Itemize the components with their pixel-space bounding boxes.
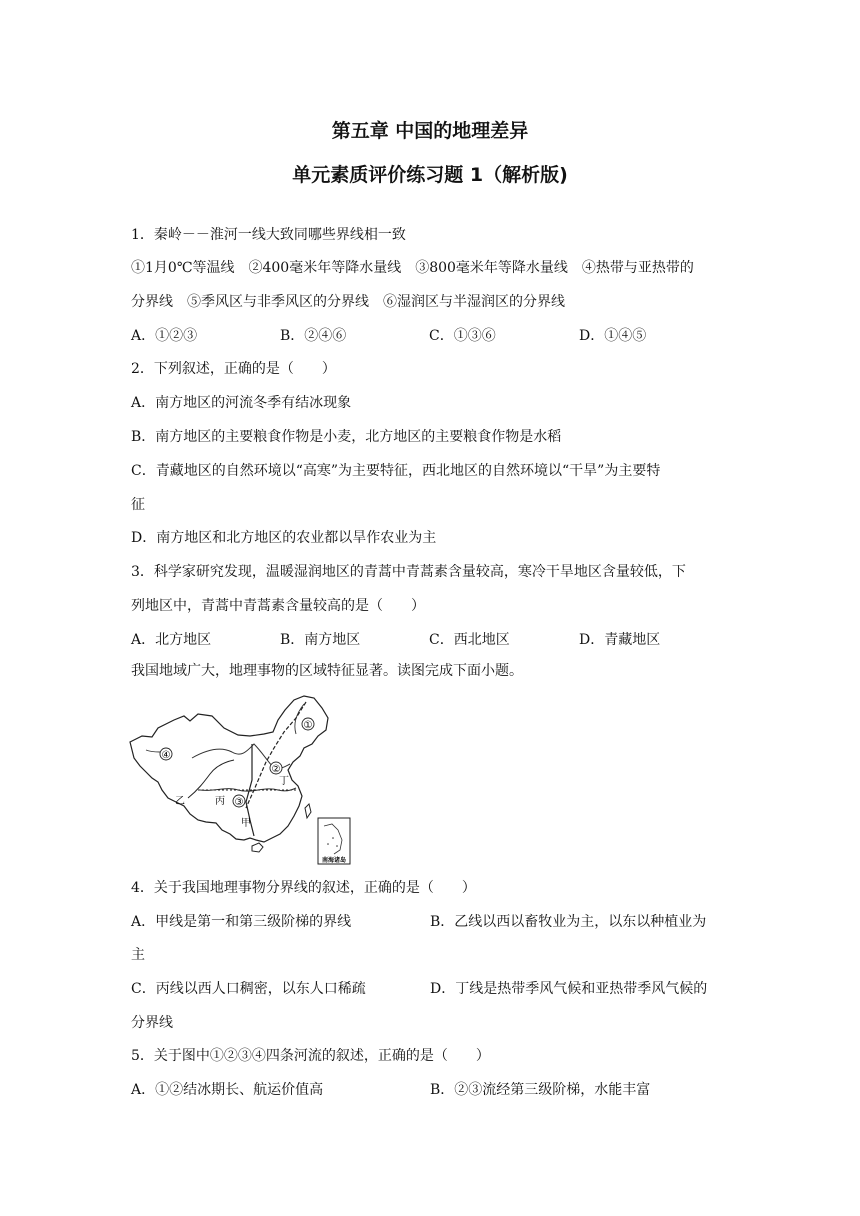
q4-option-a: A．甲线是第一和第三级阶梯的界线 — [131, 914, 352, 930]
map-label-yi: 乙 — [175, 796, 185, 807]
map-label-jia: 甲 — [241, 818, 251, 829]
q1-option-a: A．①②③ — [131, 328, 198, 344]
boundary-line-yi — [246, 702, 306, 808]
q5-stem: 5．关于图中①②③④四条河流的叙述，正确的是（ ） — [131, 1048, 490, 1064]
boundary-line-bing — [188, 760, 234, 798]
map-label-4: ④ — [161, 750, 171, 761]
hainan-island — [252, 843, 263, 852]
map-label-1: ① — [303, 720, 313, 731]
q2-stem: 2．下列叙述，正确的是（ ） — [131, 361, 336, 377]
q5-option-b: B．②③流经第三级阶梯，水能丰富 — [430, 1082, 651, 1098]
q1-option-c: C．①③⑥ — [429, 328, 496, 344]
map-label-3: ③ — [234, 797, 244, 808]
q2-option-c-line1: C．青藏地区的自然环境以“高寒”为主要特征，西北地区的自然环境以“干旱”为主要特 — [131, 463, 661, 479]
q4-option-d-line2: 分界线 — [131, 1015, 173, 1031]
q4-option-b-line1: B．乙线以西以畜牧业为主，以东以种植业为 — [430, 914, 707, 930]
exercise-title: 单元素质评价练习题 1（解析版) — [292, 164, 568, 186]
q1-options — [131, 326, 731, 346]
map-label-ding: 丁 — [279, 776, 289, 787]
q2-option-b: B．南方地区的主要粮食作物是小麦，北方地区的主要粮食作物是水稻 — [131, 429, 562, 445]
q4-option-c: C．丙线以西人口稠密，以东人口稀疏 — [131, 981, 366, 997]
q3-option-d: D．青藏地区 — [579, 632, 661, 648]
china-outline — [130, 696, 328, 842]
q3-line2: 列地区中，青蒿中青蒿素含量较高的是（ ） — [131, 598, 425, 614]
q5-option-a: A．①②结冰期长、航运价值高 — [131, 1082, 324, 1098]
q4-option-d-line1: D．丁线是热带季风气候和亚热带季风气候的 — [430, 981, 708, 997]
q2-option-d: D．南方地区和北方地区的农业都以旱作农业为主 — [131, 530, 437, 546]
q2-option-a: A．南方地区的河流冬季有结冰现象 — [131, 395, 352, 411]
map-label-2: ② — [271, 764, 281, 775]
q4-option-b-line2: 主 — [131, 947, 145, 963]
q2-option-c-line2: 征 — [131, 497, 145, 513]
map-label-bing: 丙 — [215, 796, 225, 807]
q1-option-d: D．①④⑤ — [579, 328, 647, 344]
q3-line1: 3．科学家研究发现，温暖湿润地区的青蒿中青蒿素含量较高，寒冷干旱地区含量较低，下 — [131, 564, 686, 580]
chapter-title: 第五章 中国的地理差异 — [331, 120, 529, 142]
reading-intro: 我国地域广大，地理事物的区域特征显著。读图完成下面小题。 — [131, 663, 523, 679]
q1-option-b: B．②④⑥ — [280, 328, 347, 344]
q1-line1: ①1月0℃等温线 ②400毫米年等降水量线 ③800毫米年等降水量线 ④热带与亚热带的 — [131, 260, 694, 276]
taiwan-island — [305, 804, 311, 818]
china-map-figure — [128, 690, 358, 868]
q4-stem: 4．关于我国地理事物分界线的叙述，正确的是（ ） — [131, 880, 476, 896]
q3-option-b: B．南方地区 — [280, 632, 361, 648]
south-china-sea-inset — [318, 818, 350, 864]
inset-label: 南海诸岛 — [321, 857, 347, 864]
q1-stem: 1．秦岭－－淮河一线大致同哪些界线相一致 — [131, 227, 406, 243]
q3-option-c: C．西北地区 — [429, 632, 510, 648]
q1-line2: 分界线 ⑤季风区与非季风区的分界线 ⑥湿润区与半湿润区的分界线 — [131, 294, 565, 310]
q3-option-a: A．北方地区 — [131, 632, 212, 648]
q3-options — [131, 630, 731, 650]
